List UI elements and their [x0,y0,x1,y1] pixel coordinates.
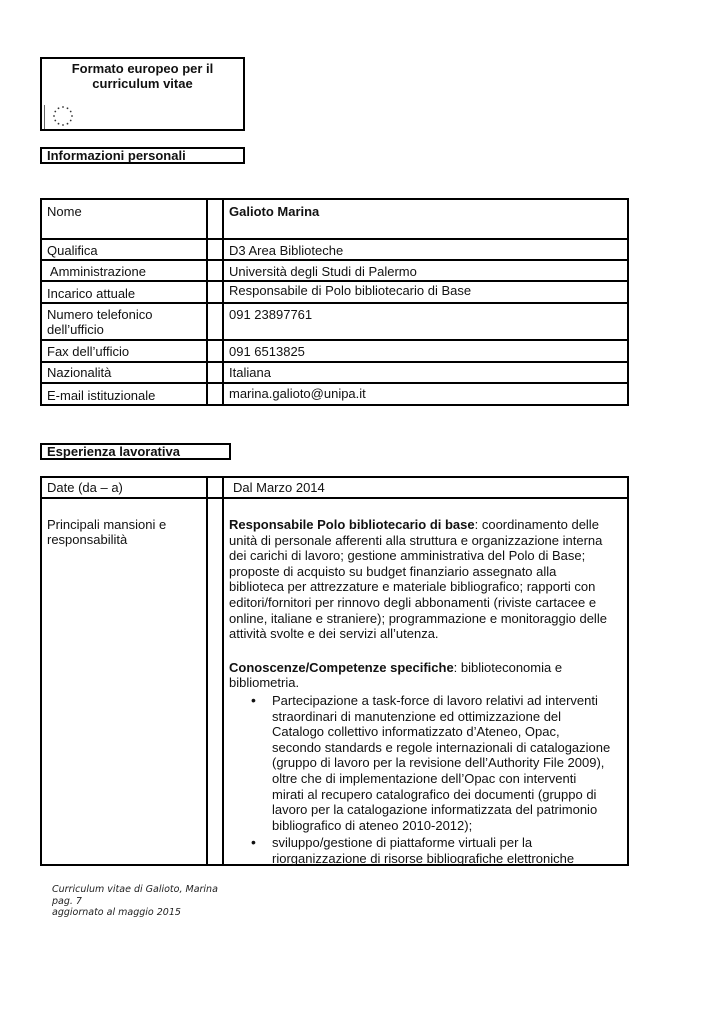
label-date: Date (da – a) [47,480,123,495]
table-rule [42,497,627,499]
work-experience-table [40,476,629,866]
resp-title: Responsabile Polo bibliotecario di base [229,517,475,532]
resp-line: biblioteca per attrezzature e materiale bibliografico; rapporti con [229,579,596,595]
bullet-line: riorganizzazione di risorse bibliografiche elettroniche [272,850,575,866]
label-amministrazione: Amministrazione [47,264,146,279]
value-date: Dal Marzo 2014 [233,480,325,495]
value-telefono: 091 23897761 [229,307,313,322]
bullet-line: mirati al recupero catalografico dei documenti (gruppo di [272,786,597,802]
section-label-work: Esperienza lavorativa [40,443,231,460]
table-rule [42,339,627,341]
label-email: E-mail istituzionale [47,388,156,403]
value-email: marina.galioto@unipa.it [229,386,366,401]
table-rule [42,238,627,240]
footer-line3: aggiornato al maggio 2015 [52,907,181,918]
footer-line1: Curriculum vitae di Galioto, Marina [52,884,218,895]
label-duties [47,517,166,547]
resp-line: online, italiane e straniere); programmazione e monitoraggio delle [229,610,607,626]
skills-line-2: bibliometria. [229,675,300,691]
value-nazionalita: Italiana [229,365,271,380]
label-telefono-line1: Numero telefonico [47,307,153,322]
table-rule [42,302,627,304]
personal-info-table [40,198,629,406]
eu-stars-icon [46,104,76,130]
value-incarico: Responsabile di Polo bibliotecario di Base [229,283,472,298]
resp-line: dei carichi di lavoro; gestione amministrativa del Polo di Base; [229,548,586,564]
list-item [229,835,625,866]
label-incarico: Incarico attuale [47,286,136,301]
skills-line-1 [229,660,625,676]
label-telefono [47,307,153,337]
table-rule [42,382,627,384]
value-fax: 091 6513825 [229,344,305,359]
bullet-line: lavoro per la catalogazione informatizzata del patrimonio [272,802,598,818]
resp-line: unità di personale afferenti alla struttura e organizzazione interna [229,532,603,548]
bullet-line: (gruppo di lavoro per la revisione dell’Authority File 2009), [272,755,605,771]
label-nome: Nome [47,204,82,219]
table-divider [206,478,208,864]
section-label-personal: Informazioni personali [40,147,245,164]
table-rule [42,280,627,282]
spacer [229,642,625,660]
label-qualifica: Qualifica [47,243,98,258]
label-duties-line2: responsabilità [47,532,128,547]
value-amministrazione: Università degli Studi di Palermo [229,264,417,279]
label-fax: Fax dell’ufficio [47,344,130,359]
resp-line-1-rest: : coordinamento delle [474,517,599,532]
bullet-line: • sviluppo/gestione di piattaforme virtuali per la [272,835,533,851]
table-rule [42,361,627,363]
bullet-line: • Partecipazione a task-force di lavoro relativi ad interventi [272,692,598,708]
footer-line2: pag. 7 [52,895,82,907]
resp-line: editori/fornitori per rinnovo degli abbonamenti (riviste cartacee e [229,594,597,610]
bullet-line: Catalogo collettivo informatizzato d’Ateneo, Opac, [272,724,560,740]
label-telefono-line2: dell’ufficio [47,322,104,337]
value-qualifica: D3 Area Biblioteche [229,243,344,258]
bullet-line: secondo standards e regole internazionali di catalogazione [272,739,611,755]
page-footer [52,884,218,919]
label-duties-line1: Principali mansioni e [47,517,167,532]
cv-title-line2: curriculum vitae [92,76,193,91]
duties-text [229,517,625,866]
cv-title [42,61,243,91]
list-item [229,693,625,833]
logo-divider [44,105,45,129]
skills-line-1-rest: : biblioteconomia e [453,659,563,675]
bullet-line: bibliografico di ateneo 2010-2012); [272,817,473,833]
bullet-line: oltre che di implementazione dell’Opac con interventi [272,770,577,786]
cv-title-line1: Formato europeo per il [71,61,214,76]
resp-line: proposte di acquisto su budget finanziario assegnato alla [229,563,557,579]
resp-line-1 [229,517,625,533]
value-nome: Galioto Marina [229,204,320,219]
bullet-line: straordinari di manutenzione ed ottimizzazione del [272,708,562,724]
skills-title: Conoscenze/Competenze specifiche [229,659,454,675]
label-nazionalita: Nazionalità [47,365,112,380]
cv-header-box [40,57,245,131]
table-rule [42,259,627,261]
skills-bullet-list [229,693,625,867]
table-divider [222,478,224,864]
resp-line: attività svolte e dei servizi all’utenza. [229,626,439,642]
